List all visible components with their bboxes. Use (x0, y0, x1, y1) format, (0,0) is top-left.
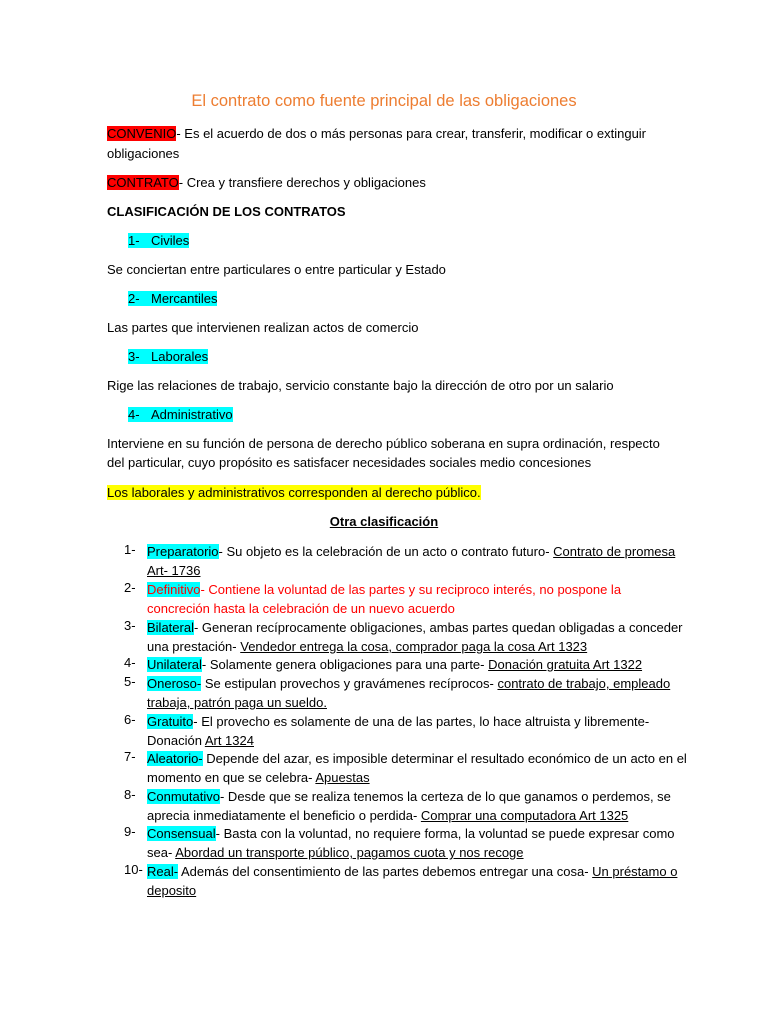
category-desc: Interviene en su función de persona de derecho público soberana en supra ordinación, respecto (107, 436, 660, 451)
category-desc: Se conciertan entre particulares o entre particular y Estado (107, 262, 446, 277)
note-highlight: Los laborales y administrativos corresponden al derecho público. (107, 485, 481, 500)
item-term: Oneroso- (147, 676, 202, 691)
category-administrativo (128, 407, 233, 422)
item-term: Conmutativo (147, 789, 220, 804)
item-term: Preparatorio (147, 544, 219, 559)
category-label: 3- Laborales (128, 349, 209, 364)
item-example: Apuestas (315, 770, 370, 785)
item-term: Consensual (147, 826, 216, 841)
category-laborales (128, 349, 208, 364)
item-example: Art 1324 (204, 733, 254, 748)
item-term: Real- (147, 864, 179, 879)
item-term: Definitivo (147, 582, 201, 597)
document-page: El contrato como fuente principal de las obligaciones CONVENIO- Es el acuerdo de dos o más personas para crear, transferir, modificar o extinguir obligaciones CONTRATO- Crea y transfiere derechos y obligaciones CLASIFICACIÓN DE LOS CONTRATOS 1- Civiles Se conciertan entre particulares o entre particular y Estado 2- Mercantiles Las partes que intervienen realizan actos de comercio 3- Laborales Rige las relaciones de trabajo, servicio constante bajo la dirección de otro por un salario 4- Administrativo Interviene en su función de persona de derecho público soberana en supra ordinación, respecto del particular, cuyo propósito es satisfacer necesidades sociales medio concesiones Los laborales y administrativos corresponden al derecho público. Otra clasificación 1- Preparatorio- Su objeto es la celebración de un acto o contrato futuro- Contrato de promesa Art- 1736 2- Definitivo- Contiene la voluntad de las partes y su reciproco interés, no pospone la concreción hasta la celebración de un nuevo acuerdo 3- Bilateral- Generan recíprocamente obligaciones, ambas partes quedan obligadas a conceder una prestación- Vendedor entrega la cosa, comprador paga la cosa Art 1323 4- Unilateral- Solamente genera obligaciones para una parte- Donación gratuita Art 1322 5- Oneroso- Se estipulan provechos y gravámenes recíprocos- contrato de trabajo, empleado trabaja, patrón paga un sueldo. 6- Gratuito- El provecho es solamente de una de las partes, lo hace altruista y libremente- Donación Art 1324 7- Aleatorio- Depende del azar, es imposible determinar el resultado económico de un acto en el momento en que se celebra- Apuestas 8- Conmutativo- Desde que se realiza tenemos la certeza de lo que ganamos o perdemos, se aprecia inmediatamente el beneficio o perdida- Comprar una computadora Art 1325 9- Consensual- Basta con la voluntad, no requiere forma, la voluntad se puede expresar como sea- Abordad un transporte público, pagamos cuota y nos recoge 10- Real- Además del consentimiento de las partes debemos entregar una cosa- Un préstamo o deposito (0, 0, 768, 1024)
category-label: 4- Administrativo (128, 407, 233, 422)
convenio-paragraph-cont: obligaciones (107, 146, 180, 161)
contrato-term: CONTRATO (107, 175, 179, 190)
convenio-definition: - Es el acuerdo de dos o más personas para crear, transferir, modificar o extinguir (176, 126, 647, 141)
convenio-paragraph (107, 126, 646, 141)
item-example: Vendedor entrega la cosa, comprador paga la cosa Art 1323 (240, 639, 588, 654)
clasificacion-heading: CLASIFICACIÓN DE LOS CONTRATOS (107, 204, 346, 219)
item-term: Aleatorio- (147, 751, 203, 766)
note-paragraph (107, 485, 481, 500)
category-mercantiles (128, 291, 217, 306)
item-example: Comprar una computadora Art 1325 (420, 808, 629, 823)
contrato-definition: - Crea y transfiere derechos y obligaciones (178, 175, 426, 190)
item-example: Abordad un transporte público, pagamos cuota y nos recoge (175, 845, 524, 860)
contrato-paragraph (107, 175, 426, 190)
category-civiles (128, 233, 189, 248)
category-desc-cont: del particular, cuyo propósito es satisfacer necesidades sociales medio concesiones (107, 455, 592, 470)
category-desc: Las partes que intervienen realizan actos de comercio (107, 320, 419, 335)
category-label: 2- Mercantiles (128, 291, 218, 306)
category-desc: Rige las relaciones de trabajo, servicio constante bajo la dirección de otro por un salario (107, 378, 614, 393)
otra-clasificacion-heading: Otra clasificación (329, 514, 439, 529)
item-term: Gratuito (147, 714, 194, 729)
item-term: Unilateral (147, 657, 202, 672)
document-title: El contrato como fuente principal de las obligaciones (191, 92, 577, 110)
item-example: Contrato de promesa Art- 1736 (147, 544, 676, 578)
convenio-term: CONVENIO (107, 126, 177, 141)
item-example: contrato de trabajo, empleado trabaja, patrón paga un sueldo. (147, 676, 671, 710)
item-example: Un préstamo o deposito (147, 864, 678, 898)
item-example: Donación gratuita Art 1322 (488, 657, 643, 672)
item-term: Bilateral (147, 620, 194, 635)
category-label: 1- Civiles (128, 233, 190, 248)
